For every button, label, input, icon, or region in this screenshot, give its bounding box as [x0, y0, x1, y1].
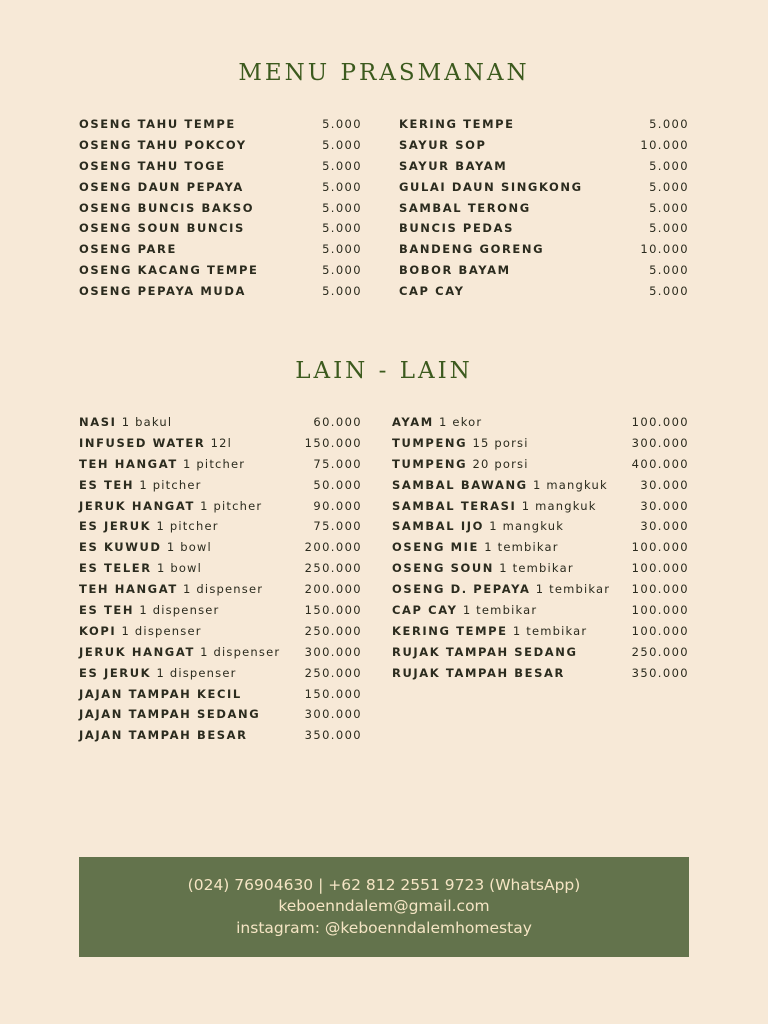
menu-item-name: INFUSED WATER	[79, 435, 206, 450]
menu-item	[79, 284, 362, 305]
menu-item-price: 150.000	[304, 435, 362, 450]
menu-item-name: SAYUR BAYAM	[399, 158, 508, 173]
menu-item-label	[392, 457, 529, 471]
menu-item-price: 250.000	[304, 665, 362, 680]
menu-item-label	[399, 117, 515, 131]
menu-item-price: 250.000	[304, 623, 362, 638]
menu-item-label	[399, 284, 465, 298]
menu-item-price: 350.000	[631, 665, 689, 680]
menu-item-quantity: 1 tembikar	[462, 603, 538, 618]
menu-item-label	[79, 117, 236, 131]
menu-item-quantity: 1 pitcher	[200, 498, 263, 513]
menu-item-label	[79, 284, 246, 298]
menu-item-price: 75.000	[313, 456, 362, 471]
menu-item	[399, 263, 689, 284]
menu-item-price: 75.000	[313, 519, 362, 534]
menu-item-label	[399, 221, 514, 235]
menu-item-label	[79, 478, 202, 492]
menu-item-label	[392, 415, 482, 429]
menu-item-quantity: 1 bowl	[156, 561, 203, 576]
menu-item-name: ES TEH	[79, 603, 135, 618]
contact-box	[79, 857, 689, 957]
menu-item-name: OSENG PEPAYA MUDA	[79, 284, 246, 299]
menu-item-quantity: 1 mangkuk	[521, 498, 597, 513]
menu-item-name: JAJAN TAMPAH BESAR	[79, 728, 248, 743]
menu-item-name: ES KUWUD	[79, 540, 162, 555]
menu-item	[392, 666, 689, 687]
menu-item-quantity: 1 pitcher	[183, 456, 246, 471]
menu-item	[79, 707, 362, 728]
menu-item-price: 100.000	[631, 582, 689, 597]
menu-item-price: 250.000	[631, 644, 689, 659]
menu-item-name: OSENG PARE	[79, 242, 177, 257]
menu-item-price: 30.000	[640, 519, 689, 534]
menu-item-price: 100.000	[631, 415, 689, 429]
menu-item-label	[392, 666, 565, 680]
menu-item-price: 5.000	[322, 221, 362, 236]
menu-item-price: 5.000	[649, 263, 689, 278]
menu-item	[392, 645, 689, 666]
menu-item-label	[79, 728, 248, 742]
menu-item	[79, 117, 362, 138]
menu-item-label	[392, 624, 587, 638]
menu-item	[79, 159, 362, 180]
menu-item	[79, 478, 362, 499]
menu-item-price: 100.000	[631, 540, 689, 555]
menu-item-label	[79, 415, 172, 429]
menu-item-label	[399, 138, 487, 152]
menu-item	[399, 221, 689, 242]
menu-item-name: OSENG KACANG TEMPE	[79, 263, 259, 278]
menu-item-name: KERING TEMPE	[399, 117, 515, 131]
menu-item-label	[79, 540, 212, 554]
menu-item	[79, 180, 362, 201]
menu-item-price: 400.000	[631, 456, 689, 471]
menu-item-label	[79, 221, 245, 235]
menu-item	[392, 561, 689, 582]
menu-item	[79, 221, 362, 242]
menu-item-name: NASI	[79, 415, 117, 429]
menu-item-price: 50.000	[313, 477, 362, 492]
menu-item-label	[79, 519, 219, 533]
menu-item-label	[399, 180, 583, 194]
menu-item-quantity: 1 tembikar	[484, 540, 559, 555]
menu-item	[392, 499, 689, 520]
menu-item-price: 5.000	[322, 200, 362, 215]
menu-item-price: 100.000	[631, 623, 689, 638]
menu-item	[392, 603, 689, 624]
menu-item-name: OSENG BUNCIS BAKSO	[79, 200, 255, 215]
menu-item-quantity: 15 porsi	[472, 435, 529, 450]
menu-item-name: OSENG SOUN	[392, 561, 495, 576]
menu-item-price: 300.000	[304, 707, 362, 722]
menu-item-quantity: 20 porsi	[472, 456, 529, 471]
menu-item-name: OSENG D. PEPAYA	[392, 582, 531, 597]
menu-item	[79, 728, 362, 749]
menu-item-label	[392, 519, 564, 533]
menu-item	[79, 582, 362, 603]
menu-item-name: KERING TEMPE	[392, 623, 508, 638]
menu-item-quantity: 1 ekor	[439, 415, 483, 429]
menu-item-name: AYAM	[392, 415, 434, 429]
menu-item	[392, 519, 689, 540]
menu-item-label	[79, 138, 247, 152]
menu-item-name: BUNCIS PEDAS	[399, 221, 514, 236]
menu-item-price: 5.000	[649, 200, 689, 215]
menu-item	[392, 436, 689, 457]
menu-item-label	[79, 707, 260, 721]
menu-item	[392, 457, 689, 478]
menu-item-quantity: 1 dispenser	[156, 665, 237, 680]
menu-item-quantity: 1 tembikar	[512, 623, 588, 638]
menu-item-price: 60.000	[313, 415, 362, 429]
menu-item-name: TEH HANGAT	[79, 582, 178, 597]
menu-item-price: 5.000	[322, 158, 362, 173]
menu-item-name: ES JERUK	[79, 665, 152, 680]
menu-item-label	[79, 242, 177, 256]
menu-item-label	[79, 180, 244, 194]
menu-item-label	[399, 263, 511, 277]
menu-item-name: SAMBAL IJO	[392, 519, 484, 534]
menu-item-name: ES JERUK	[79, 519, 152, 534]
menu-item-name: BOBOR BAYAM	[399, 263, 511, 278]
menu-item-name: GULAI DAUN SINGKONG	[399, 179, 583, 194]
menu-item-label	[392, 561, 574, 575]
menu-item-price: 5.000	[322, 263, 362, 278]
menu-item	[399, 138, 689, 159]
menu-item	[79, 138, 362, 159]
menu-item-name: OSENG MIE	[392, 540, 479, 555]
menu-item-name: RUJAK TAMPAH BESAR	[392, 665, 565, 680]
menu-item-name: OSENG DAUN PEPAYA	[79, 179, 244, 194]
menu-item	[79, 645, 362, 666]
menu-item	[79, 242, 362, 263]
menu-item-name: ES TELER	[79, 561, 152, 576]
menu-item-name: SAMBAL BAWANG	[392, 477, 528, 492]
menu-item-label	[79, 499, 262, 513]
menu-item-name: CAP CAY	[392, 603, 458, 618]
menu-item-label	[392, 603, 537, 617]
menu-item-name: BANDENG GORENG	[399, 242, 545, 257]
menu-item-quantity: 1 tembikar	[499, 561, 574, 576]
menu-item-label	[392, 582, 610, 596]
menu-item	[399, 159, 689, 180]
menu-prasmanan-left-list	[79, 117, 362, 305]
menu-item-label	[79, 561, 202, 575]
menu-item-name: TEH HANGAT	[79, 456, 178, 471]
menu-item-name: SAYUR SOP	[399, 137, 487, 152]
menu-item-price: 30.000	[640, 498, 689, 513]
menu-item-name: TUMPENG	[392, 456, 468, 471]
menu-item-name: KOPI	[79, 623, 117, 638]
menu-item-quantity: 1 pitcher	[156, 519, 219, 534]
menu-item-name: OSENG TAHU POKCOY	[79, 137, 247, 152]
menu-item-quantity: 1 mangkuk	[489, 519, 565, 534]
menu-item-price: 100.000	[631, 561, 689, 576]
menu-item-name: SAMBAL TERONG	[399, 200, 531, 215]
menu-item	[392, 624, 689, 645]
menu-item-label	[79, 603, 219, 617]
menu-item	[79, 415, 362, 436]
menu-item-price: 300.000	[631, 435, 689, 450]
menu-item-price: 5.000	[322, 117, 362, 131]
menu-item-price: 100.000	[631, 603, 689, 618]
menu-item-price: 5.000	[322, 284, 362, 299]
menu-item-quantity: 1 dispenser	[183, 582, 264, 597]
menu-item-name: SAMBAL TERASI	[392, 498, 517, 513]
menu-item	[79, 436, 362, 457]
menu-item-price: 200.000	[304, 540, 362, 555]
menu-item-price: 10.000	[640, 242, 689, 257]
menu-item-label	[79, 159, 226, 173]
menu-item-name: JAJAN TAMPAH SEDANG	[79, 707, 261, 722]
menu-item-price: 150.000	[304, 603, 362, 618]
menu-item	[79, 603, 362, 624]
contact-instagram: instagram: @keboenndalemhomestay	[236, 918, 532, 937]
menu-item-price: 200.000	[304, 582, 362, 597]
menu-item-price: 10.000	[640, 137, 689, 152]
menu-item-label	[79, 582, 263, 596]
menu-item	[399, 180, 689, 201]
menu-item-label	[79, 436, 232, 450]
contact-email: keboenndalem@gmail.com	[278, 897, 490, 916]
menu-item-price: 5.000	[322, 137, 362, 152]
menu-item	[399, 242, 689, 263]
menu-item-name: OSENG SOUN BUNCIS	[79, 221, 245, 236]
menu-item	[399, 201, 689, 222]
menu-prasmanan-right-list	[399, 117, 689, 305]
menu-item-price: 350.000	[304, 728, 362, 743]
menu-item-name: JERUK HANGAT	[79, 644, 195, 659]
menu-item-name: RUJAK TAMPAH SEDANG	[392, 644, 578, 659]
menu-item-quantity: 1 bakul	[121, 415, 173, 429]
menu-item-name: TUMPENG	[392, 435, 468, 450]
menu-item-price: 250.000	[304, 561, 362, 576]
menu-item-label	[392, 436, 529, 450]
menu-item-quantity: 1 dispenser	[200, 644, 281, 659]
menu-item-quantity: 1 mangkuk	[532, 477, 608, 492]
menu-item-quantity: 1 pitcher	[139, 477, 202, 492]
menu-item	[79, 624, 362, 645]
menu-item	[392, 582, 689, 603]
menu-item	[79, 499, 362, 520]
menu-item-quantity: 1 dispenser	[139, 603, 220, 618]
menu-item-quantity: 1 tembikar	[535, 582, 611, 597]
menu-item-label	[399, 159, 507, 173]
menu-item	[79, 201, 362, 222]
menu-item-label	[79, 201, 254, 215]
menu-item-price: 30.000	[640, 477, 689, 492]
menu-item-label	[79, 687, 242, 701]
menu-item-label	[392, 478, 608, 492]
menu-item-label	[392, 540, 559, 554]
menu-item	[392, 540, 689, 561]
menu-item-name: JAJAN TAMPAH KECIL	[79, 686, 242, 701]
contact-phone: (024) 76904630 | +62 812 2551 9723 (WhatsApp)	[187, 875, 581, 894]
menu-item	[79, 666, 362, 687]
menu-item-quantity: 1 bowl	[166, 540, 212, 555]
menu-item	[79, 687, 362, 708]
menu-item-name: OSENG TAHU TEMPE	[79, 117, 236, 131]
menu-item-price: 150.000	[304, 686, 362, 701]
menu-item	[399, 117, 689, 138]
menu-item-label	[392, 499, 597, 513]
menu-item	[79, 561, 362, 582]
menu-item-price: 90.000	[313, 498, 362, 513]
menu-item-label	[79, 263, 258, 277]
menu-item-quantity: 1 dispenser	[121, 623, 202, 638]
menu-item	[392, 478, 689, 499]
menu-item-price: 5.000	[649, 117, 689, 131]
menu-item	[79, 263, 362, 284]
lain-lain-left-list	[79, 415, 362, 749]
menu-item-label	[392, 645, 578, 659]
menu-item-price: 300.000	[304, 644, 362, 659]
menu-item	[79, 457, 362, 478]
menu-item-price: 5.000	[322, 179, 362, 194]
menu-item-price: 5.000	[322, 242, 362, 257]
menu-item	[392, 415, 689, 436]
menu-item-name: JERUK HANGAT	[79, 498, 195, 513]
menu-item-price: 5.000	[649, 221, 689, 236]
menu-item-quantity: 12l	[210, 435, 233, 450]
menu-item-label	[79, 645, 280, 659]
menu-item-label	[399, 201, 531, 215]
menu-item-price: 5.000	[649, 179, 689, 194]
lain-lain-title: LAIN - LAIN	[295, 358, 473, 384]
lain-lain-right-list	[392, 415, 689, 687]
menu-item-price: 5.000	[649, 158, 689, 173]
menu-item-label	[399, 242, 544, 256]
menu-item-name: CAP CAY	[399, 284, 465, 299]
menu-item-label	[79, 666, 237, 680]
menu-item-name: OSENG TAHU TOGE	[79, 158, 226, 173]
menu-prasmanan-title: MENU PRASMANAN	[238, 60, 530, 86]
menu-item-name: ES TEH	[79, 477, 135, 492]
menu-item	[79, 519, 362, 540]
menu-item-label	[79, 624, 202, 638]
menu-item-label	[79, 457, 245, 471]
menu-item	[79, 540, 362, 561]
menu-item-price: 5.000	[649, 284, 689, 299]
menu-item	[399, 284, 689, 305]
